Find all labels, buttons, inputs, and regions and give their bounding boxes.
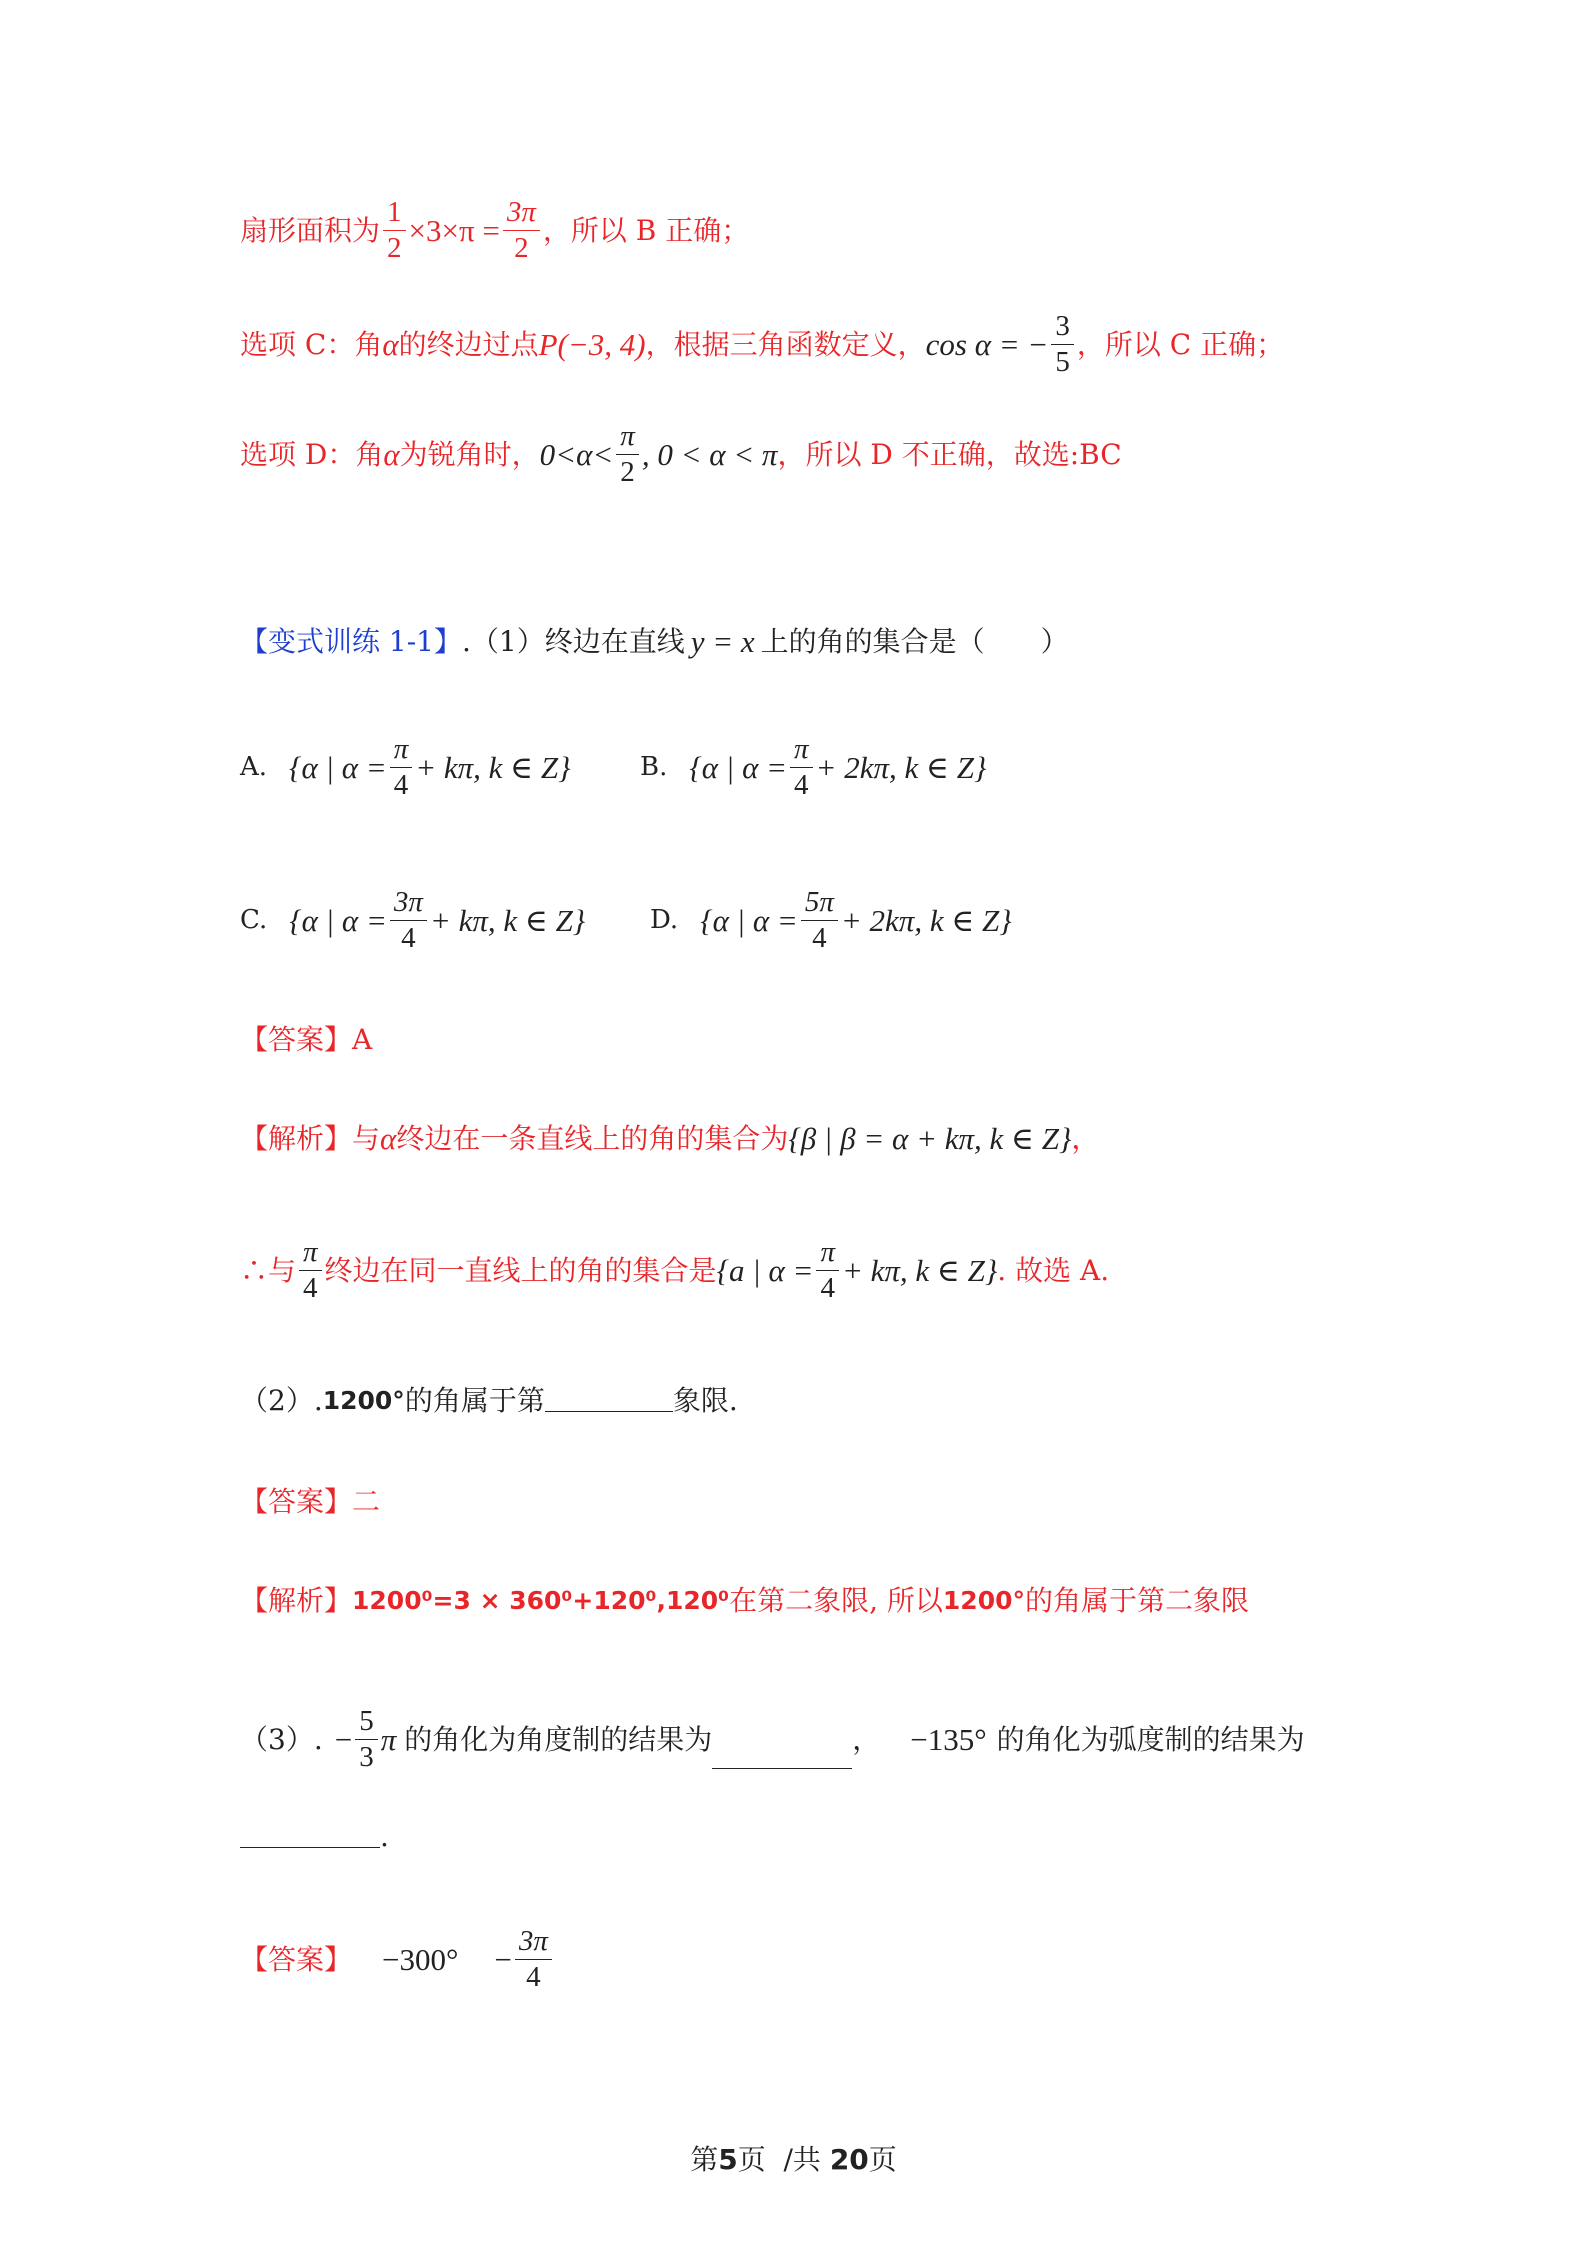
option-d[interactable]: D. {α | α = $\frac{5\pi}{4}$ + 2kπ, k ∈ Z} — [650, 886, 1012, 955]
answer-blank-degrees[interactable] — [712, 1767, 852, 1769]
question-3-continuation: . — [240, 1820, 1347, 1854]
fraction: $\frac{\pi}{4}$ — [816, 1236, 839, 1306]
fraction: $\frac{1}{2}$ — [383, 196, 406, 266]
line-option-c: 选项 C：角 α 的终边过点 P(−3, 4) ，根据三角函数定义， cos α = − $\frac{3}{5}$ ，所以 C 正确； — [240, 310, 1285, 379]
analysis-2: 【解析】 1200⁰=3 × 360⁰+120⁰,120⁰ 在第二象限, 所以 1200° 的角属于第二象限 — [240, 1584, 1250, 1617]
fraction: $\frac{3\pi}{4}$ — [515, 1925, 552, 1995]
answer-2: 【答案】 二 — [240, 1485, 381, 1518]
fraction: $\frac{3}{5}$ — [1051, 310, 1074, 380]
fraction: $\frac{\pi}{2}$ — [616, 420, 639, 490]
question-2: （2）. 1200° 的角属于第 象限. — [240, 1384, 738, 1417]
question-3: （3）. − $\frac{5}{3}$ π 的角化为角度制的结果为 ， −135° 的角化为弧度制的结果为 — [240, 1705, 1305, 1774]
fraction: $\frac{3\pi}{2}$ — [503, 196, 540, 266]
option-b[interactable]: B. {α | α = $\frac{\pi}{4}$ + 2kπ, k ∈ Z} — [640, 733, 987, 802]
fraction: $\frac{\pi}{4}$ — [299, 1236, 322, 1306]
fraction: $\frac{5}{3}$ — [355, 1705, 378, 1775]
fraction: $\frac{\pi}{4}$ — [390, 733, 413, 803]
line-option-d: 选项 D：角 α 为锐角时， 0<α< $\frac{\pi}{2}$ , 0 < α < π ，所以 D 不正确，故选:BC — [240, 420, 1122, 489]
answer-blank[interactable] — [545, 1410, 673, 1412]
line-sector-area: 扇形面积为 $\frac{1}{2}$ ×3×π = $\frac{3\pi}{2}$ ，所以 B 正确； — [240, 196, 750, 265]
question-1: 【变式训练 1-1】 . （1）终边在直线 y = x 上的角的集合是（ ） — [240, 624, 1069, 659]
option-c[interactable]: C. {α | α = $\frac{3\pi}{4}$ + kπ, k ∈ Z} — [240, 886, 586, 955]
analysis-1-conclusion: ∴与 $\frac{\pi}{4}$ 终边在同一直线上的角的集合是 {a | α = $\frac{\pi}{4}$ + kπ, k ∈ Z} . 故选 A. — [240, 1236, 1110, 1305]
fraction: $\frac{5\pi}{4}$ — [801, 886, 838, 956]
answer-1: 【答案】 A — [240, 1023, 373, 1056]
page-footer: 第5页 /共 20页 — [690, 2143, 897, 2176]
analysis-1: 【解析】 与 α 终边在一条直线上的角的集合为 {β | β = α + kπ, k ∈ Z} ， — [240, 1121, 1100, 1156]
options-cd — [240, 886, 1347, 956]
option-a[interactable]: A. {α | α = $\frac{\pi}{4}$ + kπ, k ∈ Z} — [240, 733, 571, 802]
fraction: $\frac{3\pi}{4}$ — [390, 886, 427, 956]
fraction: $\frac{\pi}{4}$ — [790, 733, 813, 803]
options-ab — [240, 733, 1347, 803]
answer-3: 【答案】 −300° − $\frac{3\pi}{4}$ — [240, 1925, 1347, 1995]
answer-blank-radians[interactable] — [240, 1846, 380, 1848]
